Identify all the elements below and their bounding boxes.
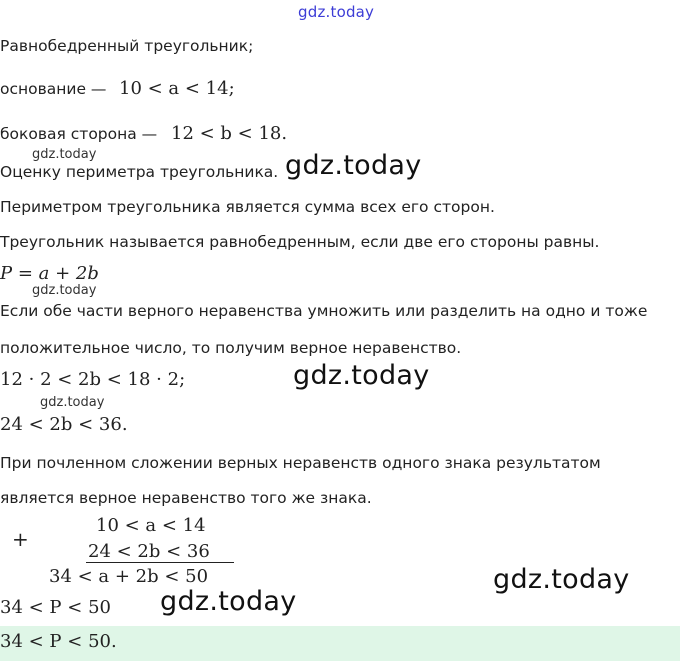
isosceles-definition: Треугольник называется равнобедренным, если две его стороны равны.: [0, 233, 600, 251]
addition-rule-line1: При почленном сложении верных неравенств одного знака результатом: [0, 454, 601, 472]
given-title: Равнобедренный треугольник;: [0, 37, 254, 55]
multiply-rule-line2: положительное число, то получим верное неравенство.: [0, 339, 462, 357]
base-label: основание —: [0, 80, 107, 98]
calc-step2: 24 < 2b < 36.: [0, 414, 128, 435]
watermark-top: gdz.today: [298, 3, 375, 21]
watermark-big-4: gdz.today: [160, 586, 297, 617]
side-label: боковая сторона —: [0, 125, 158, 143]
calc-step1: 12 · 2 < 2b < 18 · 2;: [0, 369, 186, 390]
watermark-small-2: gdz.today: [32, 283, 97, 298]
addition-rule-line2: является верное неравенство того же знака.: [0, 489, 372, 507]
perimeter-definition: Периметром треугольника является сумма всех его сторон.: [0, 198, 495, 216]
task-text: Оценку периметра треугольника.: [0, 163, 279, 181]
watermark-big-3: gdz.today: [493, 564, 630, 595]
watermark-big-1: gdz.today: [285, 150, 422, 181]
sum-rule: [86, 562, 234, 563]
base-inequality: 10 < a < 14;: [119, 78, 235, 99]
watermark-big-2: gdz.today: [293, 360, 430, 391]
sum-row-2: 24 < 2b < 36: [88, 541, 210, 562]
perimeter-formula: P = a + 2b: [0, 263, 99, 284]
answer-text: 34 < P < 50.: [0, 631, 117, 652]
multiply-rule-line1: Если обе части верного неравенства умножить или разделить на одно и тоже: [0, 302, 648, 320]
sum-row-1: 10 < a < 14: [96, 515, 206, 536]
sum-operator: +: [12, 527, 29, 551]
sum-result: 34 < a + 2b < 50: [49, 566, 209, 587]
side-inequality: 12 < b < 18.: [171, 123, 288, 144]
conclusion: 34 < P < 50: [0, 597, 111, 618]
answer-highlight: [0, 626, 680, 661]
watermark-small-3: gdz.today: [40, 395, 105, 410]
watermark-small-1: gdz.today: [32, 147, 97, 162]
